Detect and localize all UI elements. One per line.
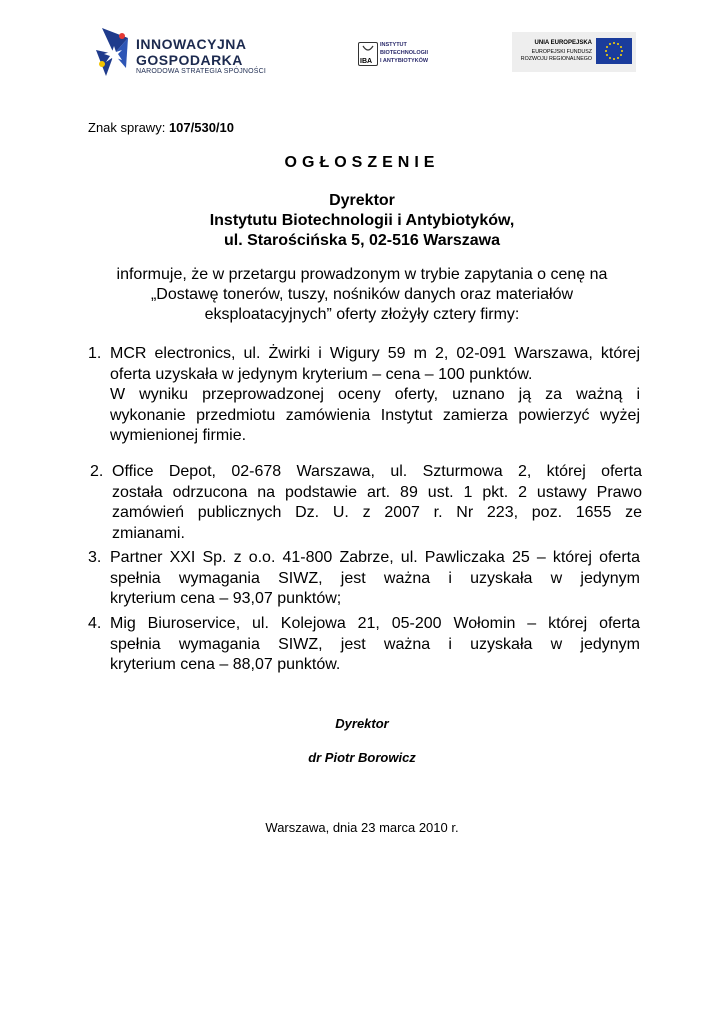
innowacyjna-emblem-icon [92, 24, 132, 80]
offer-item-4 [88, 614, 640, 676]
item-number: 3. [88, 549, 102, 566]
item-line: wykonanie przedmiotu zamówienia Instytut zamierza powierzyć wyżej [110, 406, 640, 424]
item-line: kryterium cena – 88,07 punktów. [110, 656, 341, 673]
intro-line-3: eksploatacyjnych” oferty złożyły cztery firmy: [204, 306, 520, 323]
eu-line2: EUROPEJSKI FUNDUSZ [531, 49, 592, 55]
item-line: wymienionej firmie. [110, 427, 247, 444]
eu-flag-icon [596, 38, 632, 64]
item-line: została odrzucona na podstawie art. 89 ust. 1 pkt. 2 ustawy Prawo [112, 483, 642, 501]
item-line: spełnia wymagania SIWZ, jest ważna i uzyskała w jedynym [110, 569, 640, 587]
document-date: Warszawa, dnia 23 marca 2010 r. [265, 820, 459, 835]
signature-role: Dyrektor [335, 716, 389, 731]
instytut-logo [358, 40, 438, 68]
logo-text-line1: INNOWACYJNA [136, 36, 247, 52]
case-reference [88, 120, 234, 135]
item-number: 2. [90, 463, 104, 480]
eu-logo [512, 32, 636, 72]
case-reference-value: 107/530/10 [168, 120, 235, 135]
heading-line-1: Dyrektor [329, 192, 395, 209]
item-line: W wyniku przeprowadzonej oceny oferty, uznano ją za ważną i [110, 386, 640, 403]
instytut-line2: BIOTECHNOLOGII [380, 50, 428, 56]
item-line: Partner XXI Sp. z o.o. 41-800 Zabrze, ul. Pawliczaka 25 – której oferta [110, 549, 640, 566]
document-title: OGŁOSZENIE [284, 154, 440, 171]
eu-line1: UNIA EUROPEJSKA [534, 40, 592, 46]
instytut-line1: INSTYTUT [380, 42, 407, 48]
item-line: Mig Biuroservice, ul. Kolejowa 21, 05-200 Wołomin – której oferta [110, 615, 640, 632]
signature-name: dr Piotr Borowicz [308, 750, 416, 765]
item-line: MCR electronics, ul. Żwirki i Wigury 59 m 2, 02-091 Warszawa, której [110, 345, 640, 362]
logo-text-line3: NARODOWA STRATEGIA SPÓJNOŚCI [136, 68, 267, 75]
item-line: Office Depot, 02-678 Warszawa, ul. Szturmowa 2, której oferta [112, 463, 642, 480]
intro-line-1: informuje, że w przetargu prowadzonym w trybie zapytania o cenę na [116, 266, 608, 283]
item-number: 1. [88, 345, 102, 362]
offer-item-2 [90, 462, 642, 544]
item-line: zamówień publicznych Dz. U. z 2007 r. Nr 223, poz. 1655 ze [112, 504, 642, 521]
heading-line-3: ul. Starościńska 5, 02-516 Warszawa [224, 232, 500, 249]
heading-line-2: Instytutu Biotechnologii i Antybiotyków, [209, 212, 515, 229]
innowacyjna-gospodarka-logo [92, 24, 272, 84]
iba-mark-text: IBA [360, 58, 373, 65]
intro-line-2: „Dostawę tonerów, tuszy, nośników danych oraz materiałów [150, 286, 574, 303]
logo-text-line2: GOSPODARKA [136, 52, 243, 68]
item-line: oferta uzyskała w jedynym kryterium – cena – 100 punktów. [110, 365, 533, 383]
eu-line3: ROZWOJU REGIONALNEGO [520, 56, 592, 62]
offer-item-3 [88, 548, 640, 610]
item-line: zmianami. [112, 524, 185, 542]
offer-item-1 [88, 344, 640, 447]
iba-mark-icon [358, 42, 378, 66]
case-reference-label: Znak sprawy: [88, 120, 166, 135]
item-line: kryterium cena – 93,07 punktów; [110, 590, 342, 607]
item-number: 4. [88, 615, 102, 632]
instytut-line3: I ANTYBIOTYKÓW [380, 58, 429, 64]
item-line: spełnia wymagania SIWZ, jest ważna i uzyskała w jedynym [110, 635, 640, 653]
